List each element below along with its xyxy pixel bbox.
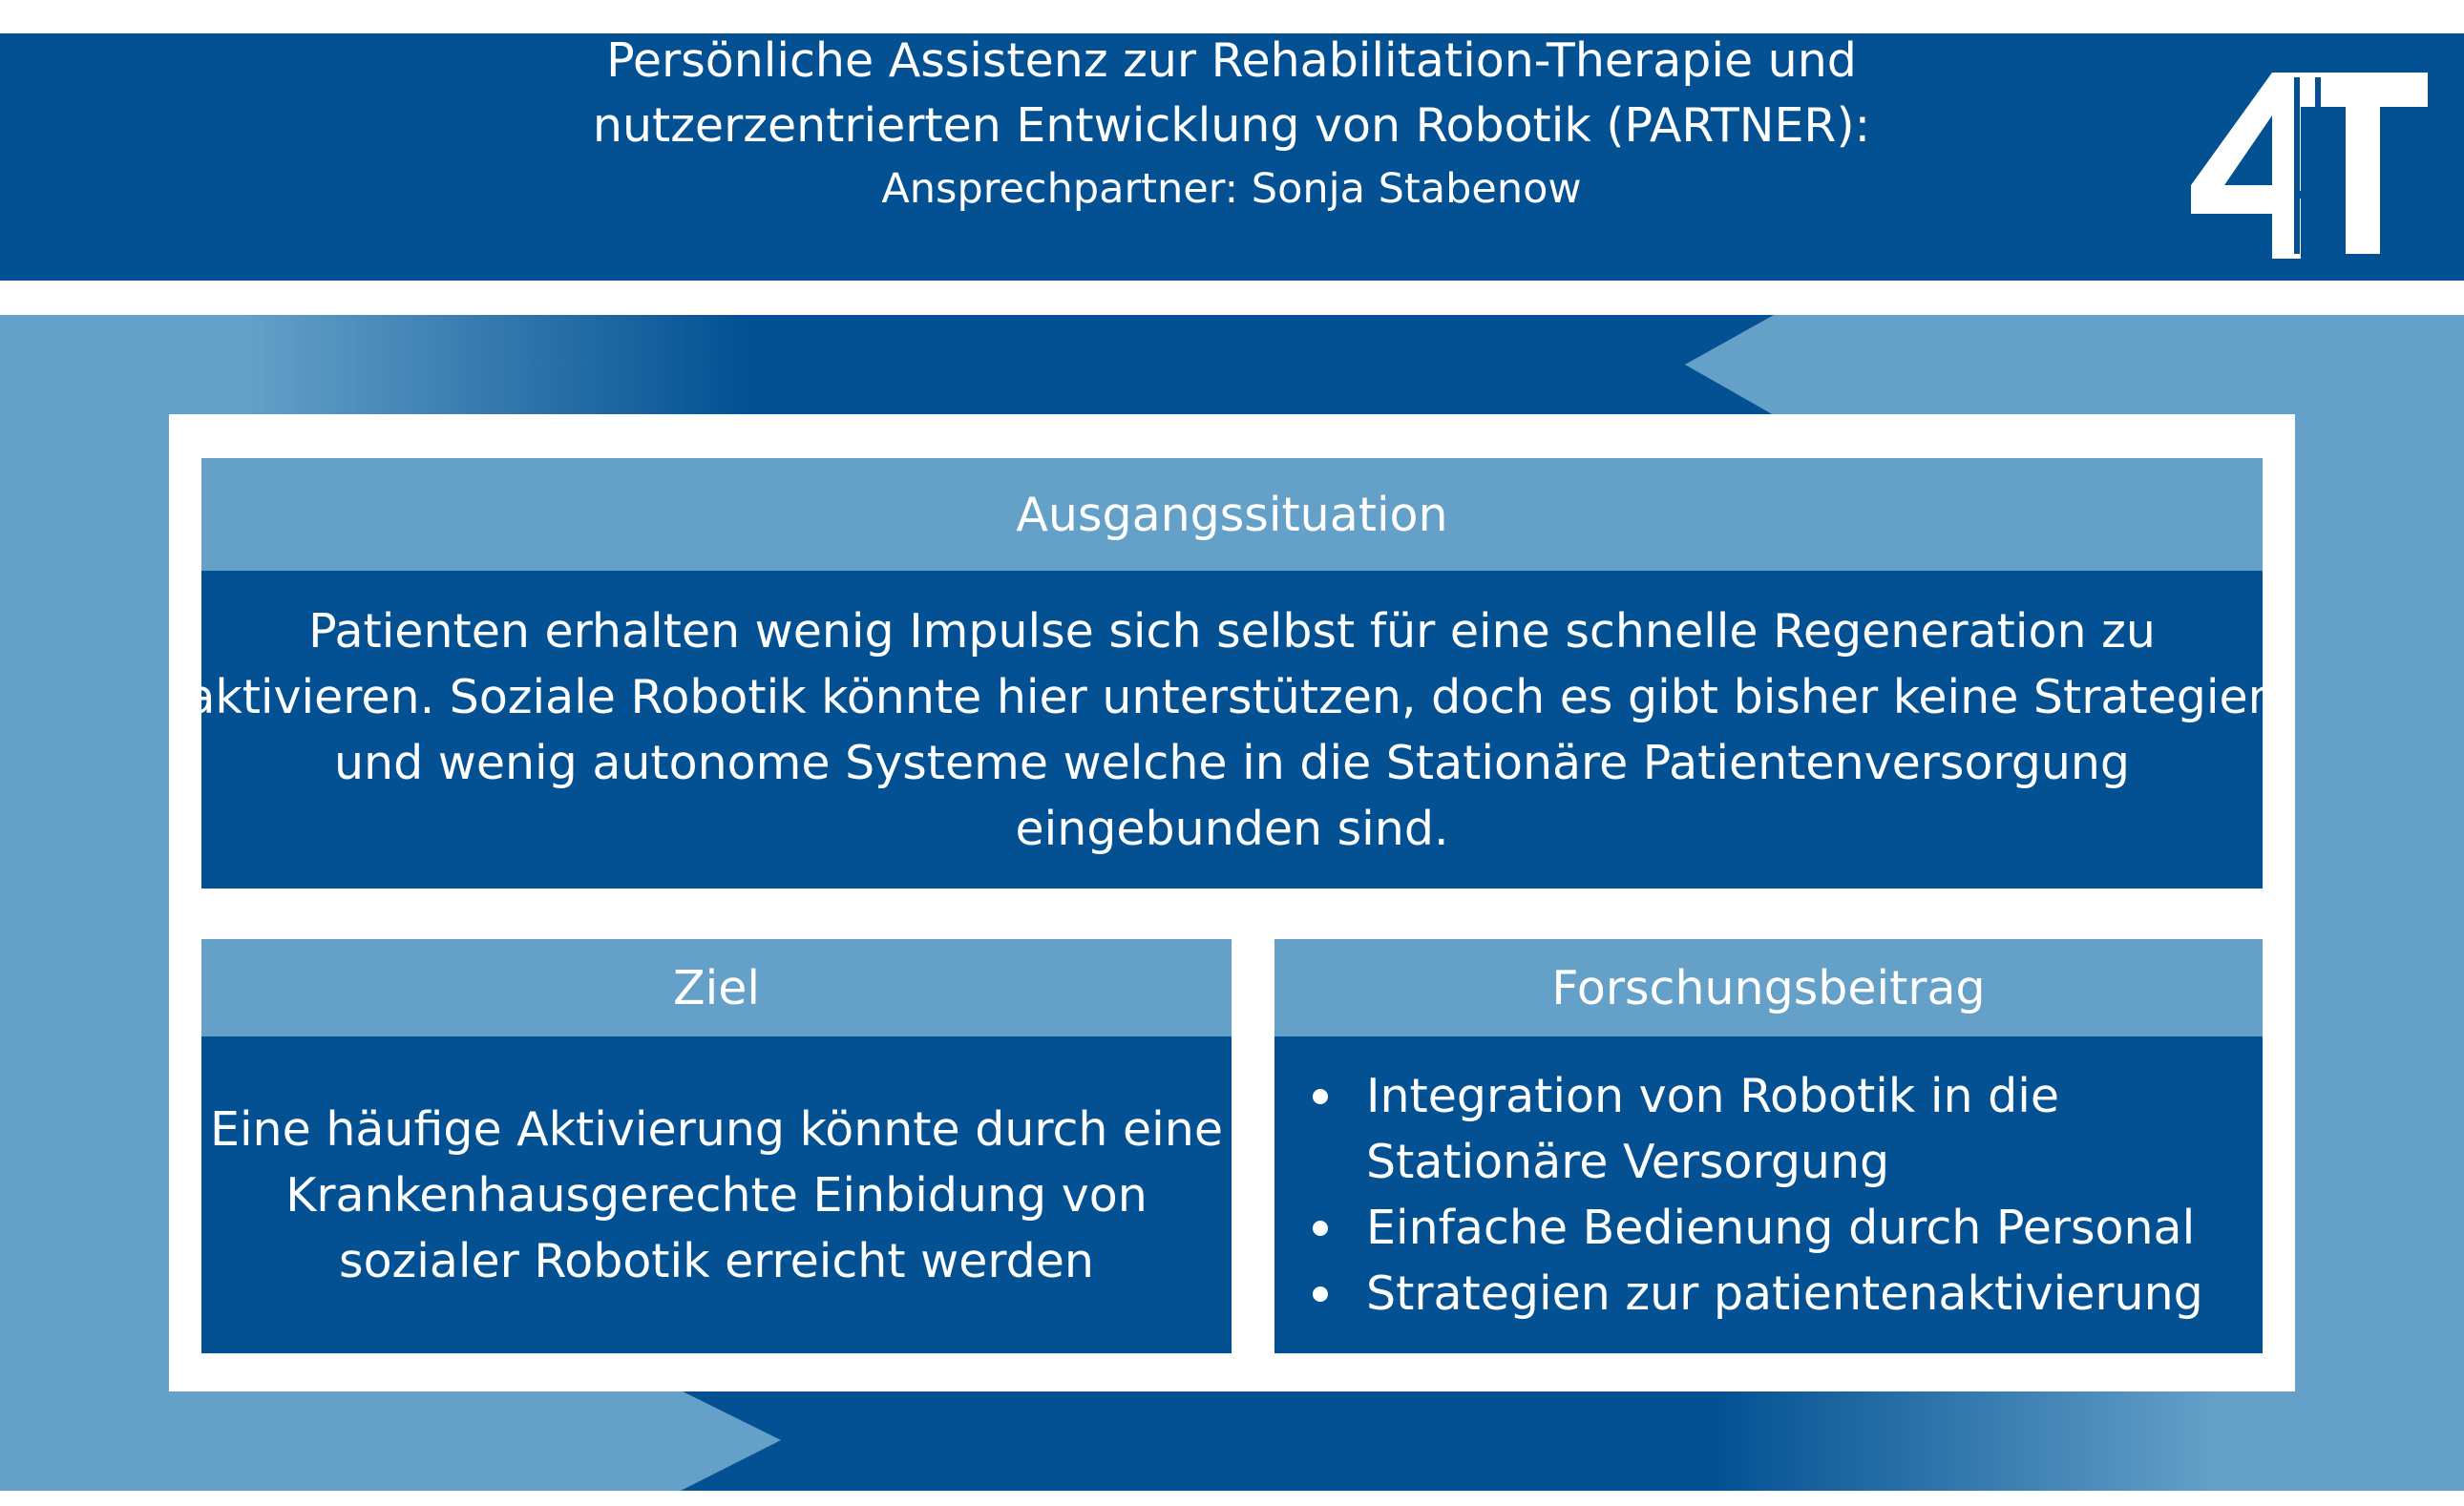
ausgangssituation-text	[186, 598, 2277, 862]
ziel-body	[201, 1036, 1232, 1353]
header-contact: Ansprechpartner: Sonja Stabenow	[881, 164, 1582, 213]
ausgangssituation-line: und wenig autonome Systeme welche in die Stationäre Patientenversorgung	[333, 735, 2131, 790]
list-item-text: Integration von Robotik in die	[1366, 1069, 2059, 1123]
ausgangssituation-body	[186, 571, 2278, 889]
ziel-heading: Ziel	[201, 939, 1232, 1036]
ziel-text	[210, 1097, 1223, 1294]
forschungsbeitrag-body	[1274, 1036, 2263, 1353]
forschungsbeitrag-list	[1274, 1063, 2203, 1327]
ausgangssituation-heading: Ausgangssituation	[201, 458, 2263, 571]
ziel-line: sozialer Robotik erreicht werden	[339, 1233, 1094, 1288]
header-title-line-1: Persönliche Assistenz zur Rehabilitation-Therapie und	[606, 32, 1857, 88]
list-item	[1313, 1261, 2203, 1327]
list-item-text: Einfache Bedienung durch Personal	[1366, 1201, 2196, 1255]
ausgangssituation-line: eingebunden sind.	[1015, 801, 1449, 856]
list-item-text: Stationäre Versorgung	[1366, 1135, 1890, 1189]
header-title-block	[286, 0, 2177, 247]
header-title-line-2: nutzerzentrierten Entwicklung von Robotik (PARTNER):	[592, 97, 1871, 153]
forschungsbeitrag-heading: Forschungsbeitrag	[1274, 939, 2263, 1036]
ausgangssituation-line: Patienten erhalten wenig Impulse sich selbst für eine schnelle Regeneration zu	[308, 603, 2156, 659]
list-item	[1313, 1195, 2203, 1261]
4t-logo-icon	[2181, 73, 2428, 259]
bottom-arrow-band	[0, 1391, 2464, 1491]
top-arrow-band	[0, 315, 2464, 415]
ausgangssituation-line: aktivieren. Soziale Robotik könnte hier unterstützen, doch es gibt bisher keine Strategien	[186, 669, 2278, 724]
list-item	[1313, 1063, 2203, 1195]
ziel-line: Eine häufige Aktivierung könnte durch eine	[209, 1101, 1223, 1157]
ziel-line: Krankenhausgerechte Einbidung von	[285, 1167, 1148, 1223]
list-item-text: Strategien zur patientenaktivierung	[1366, 1266, 2203, 1321]
